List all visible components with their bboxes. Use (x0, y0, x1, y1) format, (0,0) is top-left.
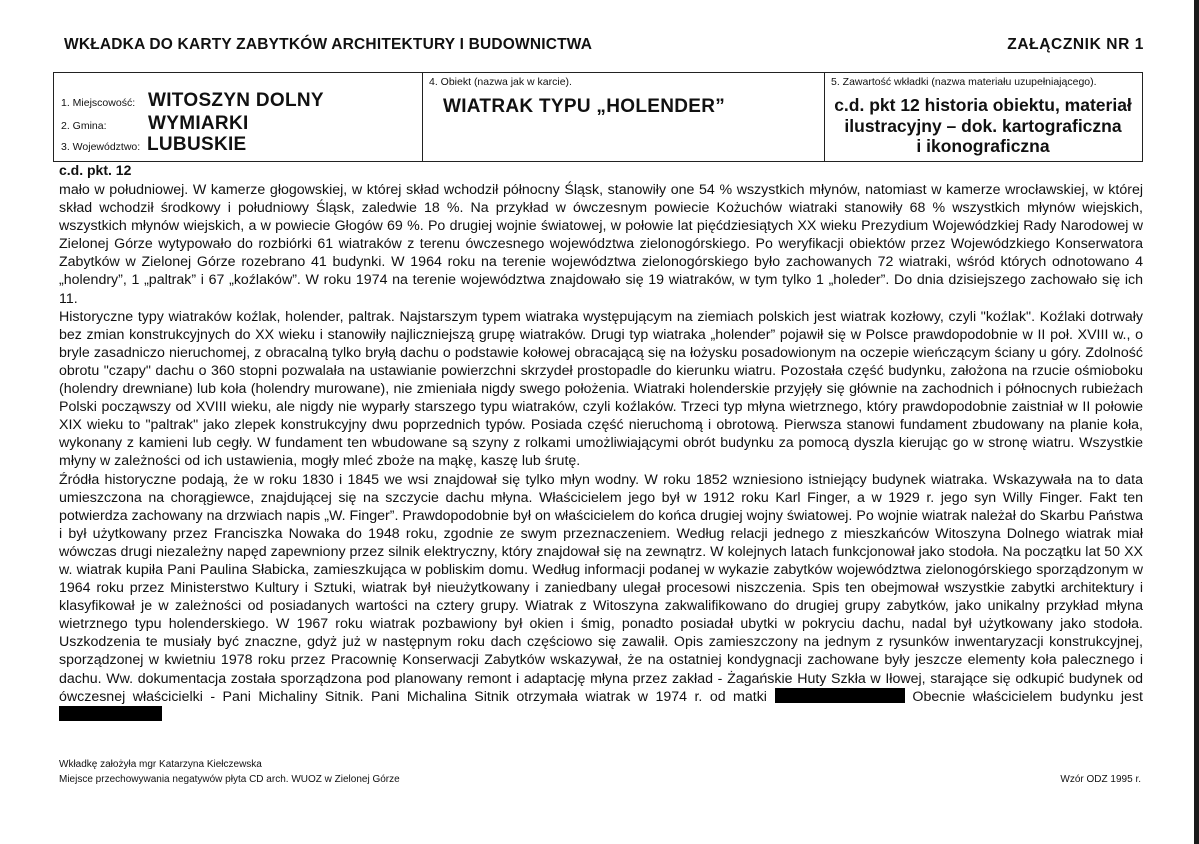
location-cell (54, 73, 422, 161)
author-note: Wkładkę założyła mgr Katarzyna Kiełczewska (59, 759, 262, 770)
paragraph-text: Obecnie (912, 688, 966, 705)
voivodeship-value: LUBUSKIE (147, 134, 247, 155)
voivodeship-label: 3. Województwo: (61, 141, 141, 153)
content-line: ilustracyjny – dok. kartograficzna (844, 115, 1122, 136)
place-label: 1. Miejscowość: (61, 97, 136, 109)
commune-row (61, 113, 416, 135)
object-name: WIATRAK TYPU „HOLENDER” (443, 96, 726, 117)
form-version: Wzór ODZ 1995 r. (1060, 774, 1141, 785)
body-text (59, 181, 1143, 724)
document-title: WKŁADKA DO KARTY ZABYTKÓW ARCHITEKTURY I BUDOWNICTWA (64, 36, 593, 53)
paragraph: mało w południowej. W kamerze głogowskiej, w której skład wchodził północny Śląsk, stanowiły one 54 % wszystkich młynów, natomiast w kamerze wrocławskiej, w której skład wchodził środkowy i południowy Śląsk, zaledwie 18 %. Na przykład w ówczesnym powiecie Kożuchów wiatraki stanowiły 68 % wszystkich młynów wiejskich, wszystkich młynów wiejskich, a w powiecie Głogów 69 %. Po drugiej wojnie światowej, w połowie lat pięćdziesiątych XX wieku Prezydium Wojewódzkiej Rady Narodowej w Zielonej Górze wytypowało do rozbiórki 61 wiatraków z terenu ówczesnego województwa zielonogórskiego. Po weryfikacji obiektów przez Wojewódzkiego Konserwatora Zabytków w Zielonej Górze rozebrano 41 budynki. W 1964 roku na terenie województwa zielonogórskiego było zachowanych 72 wiatraki, wśród których odnotowano 4 „holendry”, 1 „paltrak” i 67 „koźlaków”. W roku 1974 na terenie województwa znajdowało się 19 wiatraków, w tym tylko 1 „holeder”. Do dnia dzisiejszego zachowało się ich 11. (59, 182, 1143, 307)
commune-value: WYMIARKI (148, 113, 249, 134)
paragraph-text: właścicielem budynku jest (972, 688, 1143, 705)
content-line: c.d. pkt 12 historia obiektu, materiał (834, 95, 1132, 115)
redaction-block (775, 688, 905, 703)
voivodeship-row (61, 134, 416, 156)
annex-number: ZAŁĄCZNIK NR 1 (1007, 36, 1144, 53)
footer-notes (59, 757, 400, 787)
content-cell (824, 73, 1141, 161)
place-row (61, 90, 416, 112)
place-value: WITOSZYN DOLNY (148, 90, 324, 111)
content-description (831, 95, 1135, 157)
paragraph: Historyczne typy wiatraków koźlak, holender, paltrak. Najstarszym typem wiatraka występującym na ziemiach polskich jest wiatrak kozłowy, czyli "koźlak". Koźlaki dotrwały bez zmian konstrukcyjnych do XX wieku i stanowiły najliczniejszą grupę wiatraków. Drugi typ wiatraka „holender” pojawił się w Polsce prawdopodobnie w II poł. XVIII w., o bryle zasadniczo nieruchomej, z obracalną tylko bryłą dachu o podstawie kołowej obracającą się na łożysku posadowionym na oczepie wieńczącym ściany u góry. Zdolność obrotu "czapy" dachu o 360 stopni pozwalała na ustawianie powierzchni skrzydeł prostopadle do kierunku wiatru. Pozostała część budynku, założona na rzucie ośmioboku (holendry drewniane) lub koła (holendry murowane), nie zmieniała nigdy swego położenia. Wiatraki holenderskie przyjęły się głównie na zachodnich i północnych rubieżach Polski począwszy od XVIII wieku, ale nigdy nie wyparły starszego typu wiatraków, czyli koźlaków. Trzeci typ młyna wietrznego, który prawdopodobnie zaistniał w II połowie XIX wieku to "paltrak" jako zlepek konstrukcyjny dwu poprzednich typów. Posiada część nieruchomą i obrotową. Pierwsza stanowi fundament zbudowany na planie koła, wykonany z kamieni lub cegły. W fundament ten wbudowane są szyny z rolkami umożliwiającymi obrót budynku za pomocą dyszla kierując go w stronę wiatru. Wszystkie młyny w zależności od ich ustawienia, mogły mleć zboże na mąkę, kaszę lub śrutę. (59, 308, 1143, 470)
paragraph-text: Źródła historyczne podają, że w roku 1830 i 1845 we wsi znajdował się tylko młyn wodny. W roku 1852 wzniesiono istniejący budynek wiatraka. Wskazywała na to data umieszczona na chorągiewce, znajdującej się na szczycie dachu młyna. Właścicielem jego był w 1912 roku Karl Finger, a w 1929 r. jego syn Willy Finger. Fakt ten potwierdza zachowany na drzwiach napis „W. Finger”. Prawdopodobnie był on właścicielem do końca drugiej wojny światowej. Po wojnie wiatrak należał do Skarbu Państwa i był użytkowany przez Franciszka Nowaka do 1948 roku, zgodnie ze swym przeznaczeniem. Według relacji jednego z mieszkańców Witoszyna Dolnego wiatrak miał wówczas drugi niezależny napęd zapewniony przez silnik elektryczny, który znajdował się na zewnątrz. W kolejnych latach funkcjonował jako stodoła. Na początku lat 50 XX w. wiatrak kupiła Pani Paulina Słabicka, zamieszkująca w pobliskim domu. Według informacji podanej w wykazie zabytków województwa zielonogórskiego sporządzonym w 1964 roku przez Ministerstwo Kultury i Sztuki, wiatrak był nieużytkowany i zaniedbany ulegał procesowi niszczenia. Spis ten obejmował wszystkie zabytki architektury i klasyfikował je w zależności od posiadanych wartości na cztery grupy. Wiatrak z Witoszyna zakwalifikowano do drugiej grupy zabytków, jako unikalny przykład młyna wietrznego typu holenderskiego. W 1967 roku wiatrak pozbawiony był okien i śmig, ponadto posiadał ubytki w pokryciu dachu, nadal był użytkowany jako stodoła. Uszkodzenia te musiały być znaczne, gdyż już w następnym roku dach częściowo się zawalił. Opis zamieszczony na jednym z rysunków inwentaryzacji konstrukcyjnej, sporządzonej w kwietniu 1978 roku przez Pracownię Konserwacji Zabytków wskazywał, że na ostatniej kondygnacji zachowane były jeszcze elementy koła palecznego i dachu. Ww. dokumentacja została sporządzona pod planowany remont i adaptację młyna przez zakład - Żagańskie Huty Szkła w Iłowej, starające się odkupić budynek od ówczesnej właścicielki - Pani Michaliny Sitnik. Pani Michalina Sitnik otrzymała wiatrak w 1974 r. od matki (59, 471, 1143, 705)
paragraph (59, 471, 1143, 724)
metadata-table (53, 72, 1143, 162)
commune-label: 2. Gmina: (61, 120, 107, 132)
content-label: 5. Zawartość wkładki (nazwa materiału uzupełniającego). (831, 76, 1097, 88)
document-header (64, 36, 1144, 56)
content-line: i ikonograficzna (916, 136, 1050, 156)
section-title: c.d. pkt. 12 (59, 162, 132, 178)
redaction-block (59, 706, 162, 721)
object-cell (422, 73, 824, 161)
storage-note: Miejsce przechowywania negatywów płyta CD arch. WUOZ w Zielonej Górze (59, 774, 400, 785)
scan-edge (1194, 0, 1199, 844)
object-label: 4. Obiekt (nazwa jak w karcie). (429, 76, 572, 88)
